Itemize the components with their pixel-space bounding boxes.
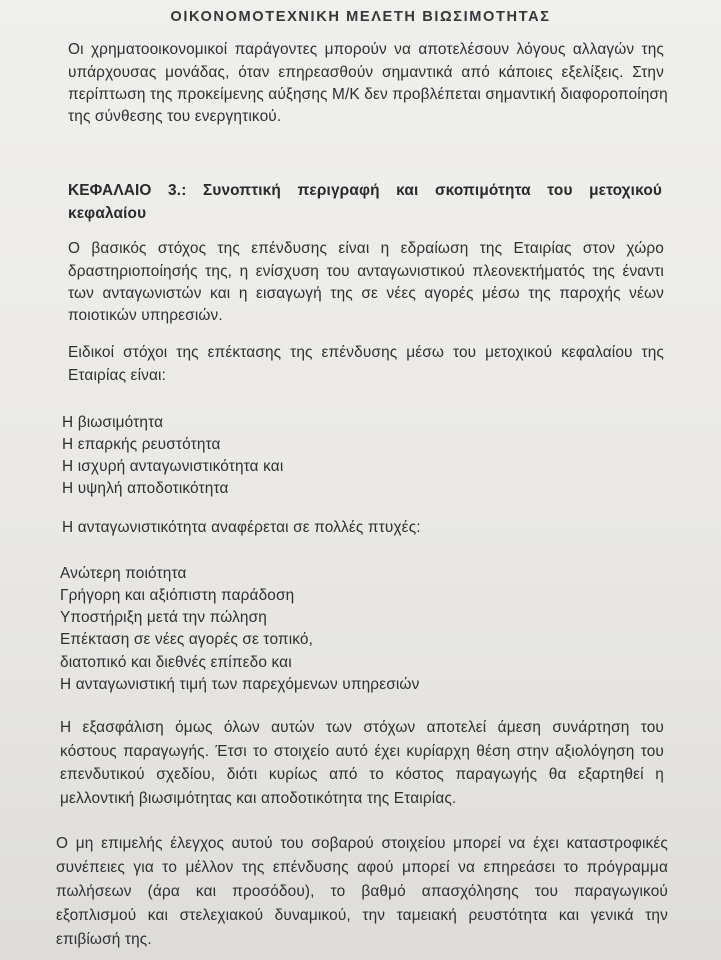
goal-paragraph-line: Ο βασικός στόχος της επένδυσης είναι η εδραίωση της Εταιρίας στον χώρο (68, 240, 664, 257)
control-paragraph-line: εξοπλισμού και στελεχιακού δυναμικού, την ταμειακή ρευστότητα και γενικά την (56, 907, 668, 924)
control-paragraph-line: συνέπειες για το μέλλον της επένδυσης αφού μπορεί να επηρεάσει το πρόγραμμα (56, 859, 668, 876)
specific-goals-intro-line: Εταιρίας είναι: (68, 367, 167, 384)
specific-goals-intro-line: Ειδικοί στόχοι της επέκτασης της επένδυσης μέσω του μετοχικού κεφαλαίου της (68, 344, 664, 361)
specific-goal-item: Η βιωσιμότητα (62, 414, 164, 431)
control-paragraph-line: Ο μη επιμελής έλεγχος αυτού του σοβαρού στοιχείου μπορεί να έχει καταστροφικές (56, 835, 668, 852)
cost-paragraph-line: επενδυτικού σχεδίου, διότι κυρίως από το κόστος παραγωγής θα εξαρτηθεί η (60, 766, 664, 783)
intro-paragraph-line: υπάρχουσας μονάδας, όταν επηρεασθούν σημαντικά από κάποιες εξελίξεις. Στην (68, 64, 664, 81)
intro-paragraph-line: περίπτωση της προκείμενης αύξησης Μ/Κ δεν προβλέπεται σημαντική διαφοροποίηση (68, 86, 668, 103)
cost-paragraph-line: μελλοντική βιωσιμότητας και αποδοτικότητα της Εταιρίας. (60, 790, 457, 807)
specific-goal-item: Η επαρκής ρευστότητα (62, 436, 221, 453)
competitiveness-aspect-item: Υποστήριξη μετά την πώληση (60, 609, 267, 626)
intro-paragraph-line: Οι χρηματοοικονομικοί παράγοντες μπορούν να αποτελέσουν λόγους αλλαγών της (68, 41, 664, 58)
control-paragraph-line: πωλήσεων (άρα και προσόδου), το βαθμό απασχόλησης του παραγωγικού (56, 883, 668, 900)
control-paragraph-line: επιβίωσή της. (56, 931, 152, 948)
cost-paragraph-line: Η εξασφάλιση όμως όλων αυτών των στόχων αποτελεί άμεση συνάρτηση του (60, 719, 664, 736)
competitiveness-aspect-item: Επέκταση σε νέες αγορές σε τοπικό, (60, 631, 314, 648)
goal-paragraph-line: ποιοτικών υπηρεσιών. (68, 307, 223, 324)
cost-paragraph-line: κόστους παραγωγής. Έτσι το στοιχείο αυτό έχει κυρίαρχη θέση στην αξιολόγηση του (60, 743, 664, 760)
competitiveness-aspect-item: διατοπικό και διεθνές επίπεδο και (60, 654, 292, 671)
intro-paragraph-line: της σύνθεσης του ενεργητικού. (68, 108, 282, 125)
chapter-heading-line: κεφαλαίου (68, 205, 147, 222)
specific-goal-item: Η ισχυρή ανταγωνιστικότητα και (62, 458, 284, 475)
document-header: ΟΙΚΟΝΟΜΟΤΕΧΝΙΚΗ ΜΕΛΕΤΗ ΒΙΩΣΙΜΟΤΗΤΑΣ (170, 9, 551, 25)
goal-paragraph-line: των ανταγωνιστών και η εισαγωγή της σε νέες αγορές μέσω της παροχής νέων (68, 285, 664, 302)
competitiveness-intro: Η ανταγωνιστικότητα αναφέρεται σε πολλές πτυχές: (62, 519, 421, 536)
competitiveness-aspect-item: Η ανταγωνιστική τιμή των παρεχόμενων υπηρεσιών (60, 676, 420, 693)
competitiveness-aspect-item: Γρήγορη και αξιόπιστη παράδοση (60, 587, 295, 604)
competitiveness-aspect-item: Ανώτερη ποιότητα (60, 565, 187, 582)
goal-paragraph-line: δραστηριοποίησής της, η ενίσχυση του ανταγωνιστικού πλεονεκτήματός της έναντι (68, 263, 664, 280)
chapter-heading-line: ΚΕΦΑΛΑΙΟ 3.: Συνοπτική περιγραφή και σκοπιμότητα του μετοχικού (68, 182, 662, 199)
specific-goal-item: Η υψηλή αποδοτικότητα (62, 480, 229, 497)
